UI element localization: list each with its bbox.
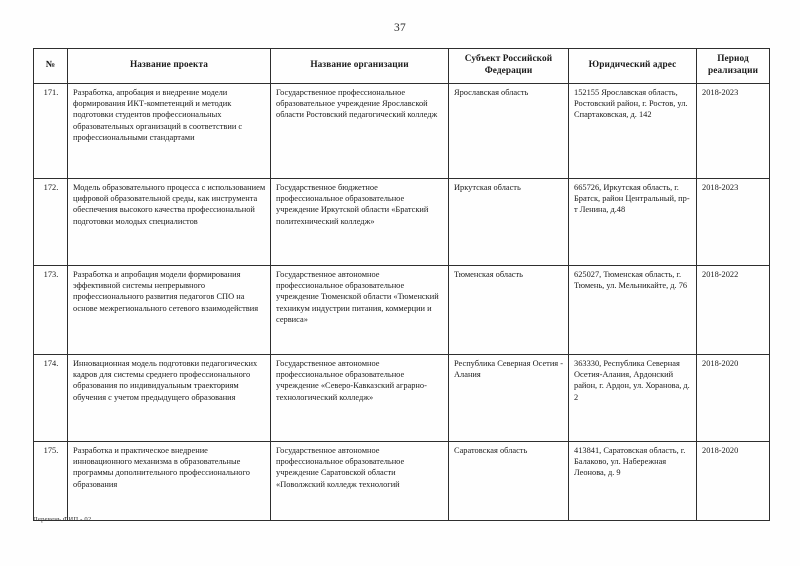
cell-subject-text: Ярославская область [454,88,529,98]
cell-address-text: 152155 Ярославская область, Ростовский район, г. Ростов, ул. Спартаковская, д. 142 [574,88,688,120]
cell-number-text: 175. [43,446,59,456]
cell-organization-text: Государственное бюджетное профессиональное образовательное учреждение Иркутской области «Братский политехнический колледж» [276,183,429,226]
cell-number-text: 172. [43,183,59,193]
cell-organization-text: Государственное автономное профессиональное образовательное учреждение «Северо-Кавказский аграрно-технологический колледж» [276,359,427,402]
cell-number [34,266,68,355]
cell-project-text: Разработка и практическое внедрение инновационного механизма в образовательные программы дополнительного профессионального образования [73,446,250,489]
cell-project-text: Инновационная модель подготовки педагогических кадров для системы среднего профессионального образования по индивидуальным траекториям обучения с учетом предыдущего образования [73,359,258,402]
cell-period [697,84,770,179]
cell-period [697,355,770,442]
cell-subject [449,355,569,442]
cell-period-text: 2018-2023 [702,183,739,193]
cell-period [697,179,770,266]
cell-organization-text: Государственное профессиональное образовательное учреждение Ярославской области Ростовский педагогический колледж [276,88,438,120]
cell-subject-text: Республика Северная Осетия - Алания [454,359,564,380]
cell-organization [271,179,449,266]
table-body [34,84,770,521]
cell-period-text: 2018-2023 [702,88,739,98]
cell-period [697,442,770,521]
cell-address [569,442,697,521]
cell-subject [449,179,569,266]
cell-number-text: 171. [43,88,59,98]
cell-project [68,266,271,355]
page-number: 37 [393,22,407,34]
cell-address-text: 665726, Иркутская область, г. Братск, район Центральный, пр-т Ленина, д.48 [574,183,690,215]
registry-table [33,48,770,521]
table-row [34,266,770,355]
cell-period-text: 2018-2022 [702,270,739,280]
column-header-organization: Название организации [271,49,449,84]
cell-project [68,442,271,521]
cell-project [68,355,271,442]
cell-subject [449,266,569,355]
table-header-row [34,49,770,84]
cell-number [34,84,68,179]
cell-address [569,179,697,266]
column-header-subject: Субъект Российской Федерации [449,49,569,84]
cell-address [569,266,697,355]
table-row [34,84,770,179]
cell-organization-text: Государственное автономное профессиональное образовательное учреждение Саратовской области «Поволжский колледж технологий [276,446,405,489]
column-header-period: Период реализации [697,49,770,84]
column-header-project: Название проекта [68,49,271,84]
cell-number-text: 174. [43,359,59,369]
cell-subject [449,84,569,179]
cell-address-text: 625027, Тюменская область, г. Тюмень, ул. Мельникайте, д. 76 [574,270,688,291]
cell-subject-text: Тюменская область [454,270,523,280]
cell-address-text: 413841, Саратовская область, г. Балаково, ул. Набережная Леонова, д. 9 [574,446,686,478]
cell-number [34,442,68,521]
cell-organization [271,84,449,179]
cell-address [569,355,697,442]
cell-period-text: 2018-2020 [702,446,739,456]
cell-project-text: Разработка, апробация и внедрение модели формирования ИКТ-компетенций и методик подготовки студентов профессиональных образовательных организаций в соответствии с профессиональными стандартами [73,88,243,142]
cell-subject-text: Саратовская область [454,446,528,456]
cell-subject-text: Иркутская область [454,183,521,193]
cell-organization [271,442,449,521]
table-row [34,179,770,266]
footer-note: Перечень ФИП - 02 [33,516,92,523]
cell-organization-text: Государственное автономное профессиональное образовательное учреждение Тюменской области «Тюменский техникум индустрии питания, коммерции и сервиса» [276,270,439,324]
cell-project-text: Разработка и апробация модели формирования эффективной системы непрерывного профессионального развития педагогов СПО на основе межрегионального сетевого взаимодействия [73,270,259,313]
cell-organization [271,266,449,355]
cell-number [34,179,68,266]
table-header [34,49,770,84]
registry-table-container [33,48,769,521]
cell-address [569,84,697,179]
cell-number-text: 173. [43,270,59,280]
table-row [34,442,770,521]
cell-address-text: 363330, Республика Северная Осетия-Алания, Ардонский район, г. Ардон, ул. Хоранова, д. 2 [574,359,690,402]
cell-period [697,266,770,355]
cell-organization [271,355,449,442]
column-header-number: № [34,49,68,84]
cell-subject [449,442,569,521]
column-header-address: Юридический адрес [569,49,697,84]
cell-number [34,355,68,442]
cell-project [68,179,271,266]
table-row [34,355,770,442]
cell-project-text: Модель образовательного процесса с использованием цифровой образовательной среды, как инструмента обеспечения высокого качества профессиональной подготовки молодых специалистов [73,183,266,226]
cell-period-text: 2018-2020 [702,359,739,369]
cell-project [68,84,271,179]
